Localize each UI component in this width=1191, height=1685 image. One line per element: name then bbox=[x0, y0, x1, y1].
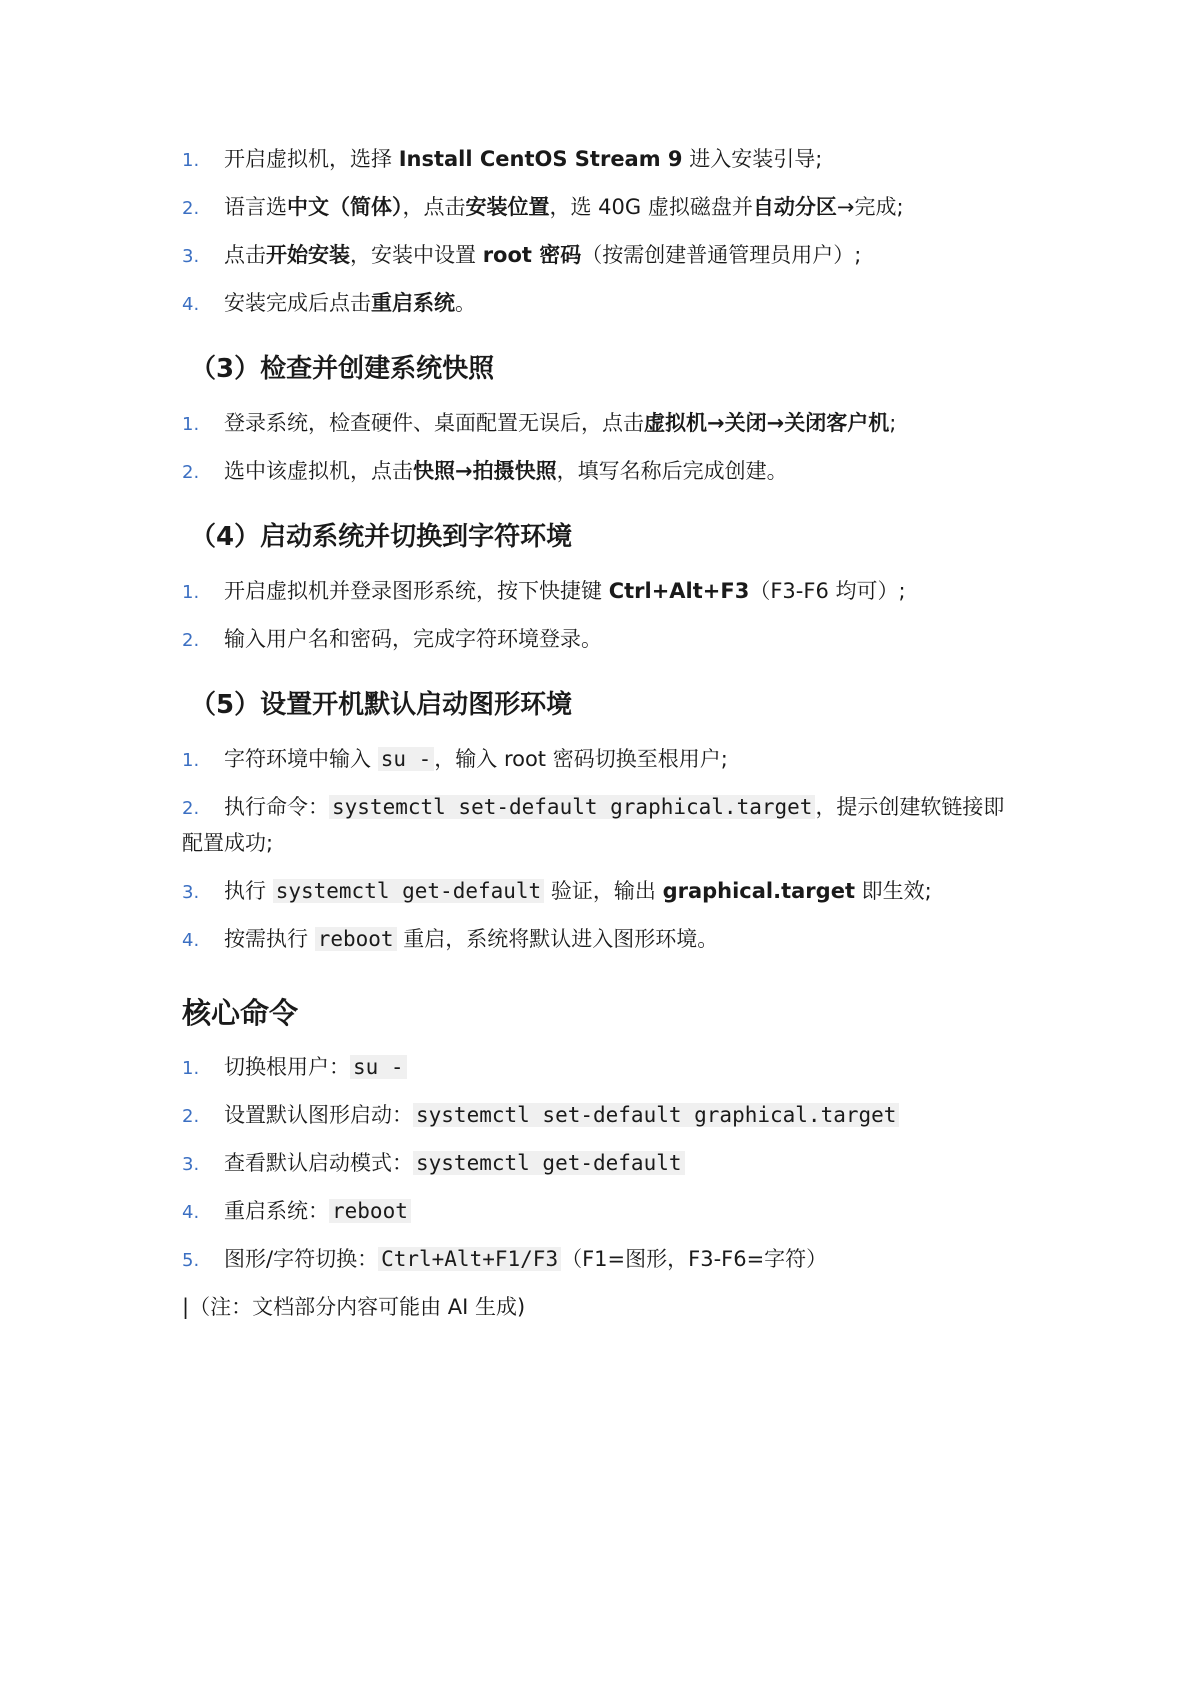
list-number: 5. bbox=[182, 1250, 200, 1271]
core-commands-heading: 核心命令 bbox=[182, 996, 299, 1030]
list-number: 2. bbox=[182, 630, 200, 651]
section-5-step-2: 2. 执行命令： systemctl set-default graphical.target ，提示创建软链接即 bbox=[182, 792, 1004, 824]
list-number: 1. bbox=[182, 414, 200, 435]
list-number: 2. bbox=[182, 798, 200, 819]
core-item-1: 1. 切换根用户： su - bbox=[182, 1052, 407, 1084]
inline-code: reboot bbox=[329, 1199, 411, 1223]
list-number: 4. bbox=[182, 294, 200, 315]
core-item-2: 2. 设置默认图形启动： systemctl set-default graphical.target bbox=[182, 1100, 899, 1132]
list-number: 2. bbox=[182, 462, 200, 483]
section-5-step-1: 1. 字符环境中输入 su - ，输入 root 密码切换至根用户; bbox=[182, 744, 728, 776]
inline-code: systemctl get-default bbox=[273, 879, 545, 903]
list-number: 1. bbox=[182, 750, 200, 771]
install-step-4: 4. 安装完成后点击重启系统。 bbox=[182, 288, 476, 320]
install-step-1: 1. 开启虚拟机，选择 Install CentOS Stream 9 进入安装引导; bbox=[182, 144, 822, 176]
list-number: 2. bbox=[182, 1106, 200, 1127]
inline-code: systemctl set-default graphical.target bbox=[413, 1103, 899, 1127]
section-3-step-2: 2. 选中该虚拟机，点击快照→拍摄快照，填写名称后完成创建。 bbox=[182, 456, 788, 488]
inline-code: su - bbox=[350, 1055, 407, 1079]
section-3-heading: （3）检查并创建系统快照 bbox=[190, 354, 495, 384]
section-4-step-2: 2. 输入用户名和密码，完成字符环境登录。 bbox=[182, 624, 602, 656]
core-item-3: 3. 查看默认启动模式： systemctl get-default bbox=[182, 1148, 685, 1180]
list-number: 1. bbox=[182, 582, 200, 603]
list-number: 3. bbox=[182, 1154, 200, 1175]
list-number: 3. bbox=[182, 882, 200, 903]
inline-code: systemctl get-default bbox=[413, 1151, 685, 1175]
section-5-step-4: 4. 按需执行 reboot 重启，系统将默认进入图形环境。 bbox=[182, 924, 718, 956]
section-5-step-3: 3. 执行 systemctl get-default 验证，输出 graphical.target 即生效; bbox=[182, 876, 932, 908]
inline-code: reboot bbox=[315, 927, 397, 951]
section-5-step-2-continued: 配置成功; bbox=[182, 831, 274, 855]
list-number: 1. bbox=[182, 150, 200, 171]
inline-code: systemctl set-default graphical.target bbox=[329, 795, 815, 819]
inline-code: Ctrl+Alt+F1/F3 bbox=[378, 1247, 561, 1271]
inline-code: su - bbox=[378, 747, 435, 771]
list-number: 3. bbox=[182, 246, 200, 267]
core-item-4: 4. 重启系统： reboot bbox=[182, 1196, 411, 1228]
section-4-heading: （4）启动系统并切换到字符环境 bbox=[190, 522, 573, 552]
list-number: 2. bbox=[182, 198, 200, 219]
list-number: 4. bbox=[182, 1202, 200, 1223]
list-number: 1. bbox=[182, 1058, 200, 1079]
section-3-step-1: 1. 登录系统，检查硬件、桌面配置无误后，点击虚拟机→关闭→关闭客户机; bbox=[182, 408, 896, 440]
install-step-3: 3. 点击开始安装，安装中设置 root 密码（按需创建普通管理员用户）; bbox=[182, 240, 861, 272]
core-item-5: 5. 图形/字符切换： Ctrl+Alt+F1/F3 （F1=图形，F3-F6=字符） bbox=[182, 1244, 827, 1276]
section-5-heading: （5）设置开机默认启动图形环境 bbox=[190, 690, 573, 720]
ai-note: |（注：文档部分内容可能由 AI 生成) bbox=[182, 1295, 526, 1319]
install-step-2: 2. 语言选中文（简体），点击安装位置，选 40G 虚拟磁盘并自动分区→完成; bbox=[182, 192, 904, 224]
list-number: 4. bbox=[182, 930, 200, 951]
section-4-step-1: 1. 开启虚拟机并登录图形系统，按下快捷键 Ctrl+Alt+F3（F3-F6 均可）; bbox=[182, 576, 906, 608]
